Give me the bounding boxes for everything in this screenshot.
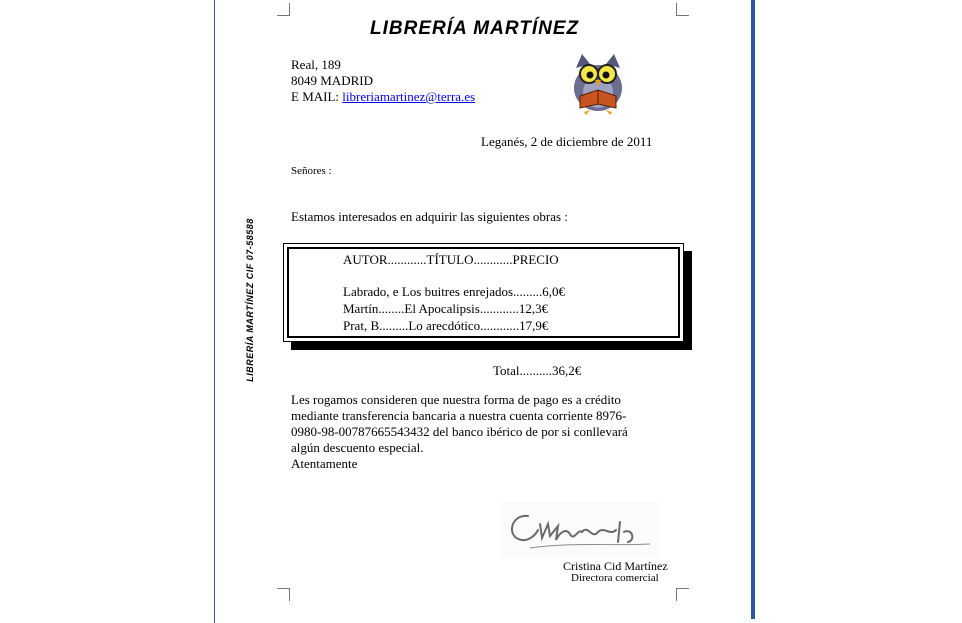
- address-street: Real, 189: [291, 57, 341, 72]
- body-line: mediante transferencia bancaria a nuestra cuenta corriente 8976-: [291, 408, 627, 423]
- email-label: E MAIL:: [291, 89, 343, 104]
- address-block: [291, 57, 475, 105]
- crop-mark-top-left: [277, 3, 290, 16]
- book-table-header: AUTOR............TÍTULO............PRECIO: [343, 252, 559, 267]
- book-row: Martín........El Apocalipsis............12,3€: [343, 301, 549, 316]
- payment-paragraph: [291, 392, 669, 472]
- intro-paragraph: Estamos interesados en adquirir las siguientes obras :: [291, 209, 568, 224]
- book-row: Labrado, e Los buitres enrejados.........6,0€: [343, 284, 566, 299]
- greeting: Señores :: [291, 165, 332, 177]
- body-line: 0980-98-00787665543432 del banco ibérico de por si conllevará: [291, 424, 628, 439]
- closing: Atentamente: [291, 456, 358, 471]
- address-city: 8049 MADRID: [291, 73, 373, 88]
- signer-role: Directora comercial: [571, 572, 659, 584]
- letterhead-title: LIBRERÍA MARTÍNEZ: [370, 18, 580, 39]
- crop-mark-bottom-left: [277, 588, 290, 601]
- order-total: Total..........36,2€: [493, 363, 582, 378]
- body-line: algún descuento especial.: [291, 440, 424, 455]
- address-email-line: [291, 89, 475, 105]
- body-line: Les rogamos consideren que nuestra forma de pago es a crédito: [291, 392, 621, 407]
- vertical-company-id: LIBRERÍA MARTÍNEZ CIF 07-58588: [245, 218, 255, 382]
- crop-mark-top-right: [676, 3, 689, 16]
- email-link[interactable]: libreriamartinez@terra.es: [342, 89, 476, 104]
- crop-mark-bottom-right: [676, 588, 689, 601]
- owl-reading-book-icon: [562, 50, 634, 116]
- letter-date: Leganés, 2 de diciembre de 2011: [481, 134, 653, 149]
- vertical-scrollbar[interactable]: [751, 0, 755, 619]
- signer-name: Cristina Cid Martínez: [563, 559, 668, 573]
- book-table-rows: [343, 283, 565, 334]
- handwritten-signature: [500, 502, 660, 558]
- book-row: Prat, B.........Lo arecdótico............17,9€: [343, 318, 549, 333]
